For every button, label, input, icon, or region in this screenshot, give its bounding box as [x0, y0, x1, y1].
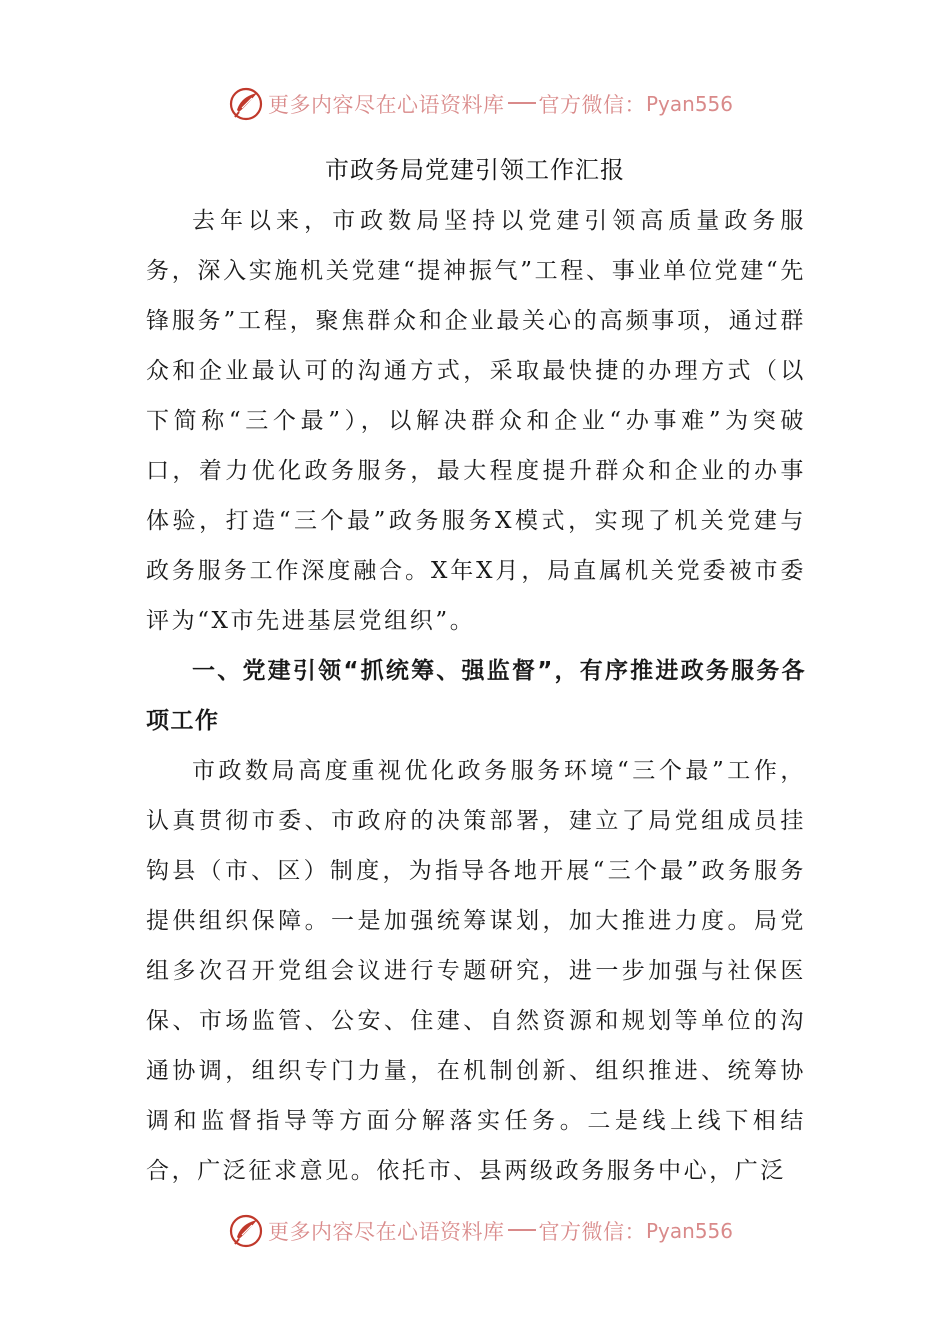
watermark-label: 官方微信： — [538, 93, 646, 117]
paragraph-intro: 去年以来，市政数局坚持以党建引领高质量政务服务，深入实施机关党建“提神振气”工程、事业单位党建“先锋服务”工程，聚焦群众和企业最关心的高频事项，通过群众和企业最认可的沟通方式，采取最快捷的办理方式（以下简称“三个最”），以解决群众和企业“办事难”为突破口，着力优化政务服务，最大程度提升群众和企业的办事体验，打造“三个最”政务服务X模式，实现了机关党建与政务服务工作深度融合。X年X月，局直属机关党委被市委评为“X市先进基层党组织”。 — [146, 208, 806, 634]
watermark-footer — [228, 1211, 733, 1251]
watermark-account: Pyan556 — [646, 1219, 734, 1243]
document-title: 市政务局党建引领工作汇报 — [325, 156, 625, 184]
paragraph-section-1: 市政数局高度重视优化政务服务环境“三个最”工作，认真贯彻市委、市政府的决策部署，建立了局党组成员挂钩县（市、区）制度，为指导各地开展“三个最”政务服务提供组织保障。一是加强统筹谋划，加大推进力度。局党组多次召开党组会议进行专题研究，进一步加强与社保医保、市场监管、公安、住建、自然资源和规划等单位的沟通协调，组织专门力量，在机制创新、组织推进、统筹协调和监督指导等方面分解落实任务。二是线上线下相结合，广泛征求意见。依托市、县两级政务服务中心，广泛 — [146, 758, 806, 1184]
watermark-separator — [508, 102, 536, 104]
watermark-account: Pyan556 — [646, 92, 734, 116]
watermark-separator — [508, 1229, 536, 1231]
section-heading-1: 一、党建引领“抓统筹、强监督”，有序推进政务服务各项工作 — [146, 658, 806, 734]
watermark-text: 更多内容尽在心语资料库 — [268, 93, 505, 117]
watermark-label: 官方微信： — [538, 1220, 646, 1244]
pen-logo-icon — [228, 86, 264, 122]
pen-logo-icon — [228, 1213, 264, 1249]
watermark-header — [228, 84, 733, 124]
watermark-text: 更多内容尽在心语资料库 — [268, 1220, 505, 1244]
document-body — [146, 196, 806, 1196]
